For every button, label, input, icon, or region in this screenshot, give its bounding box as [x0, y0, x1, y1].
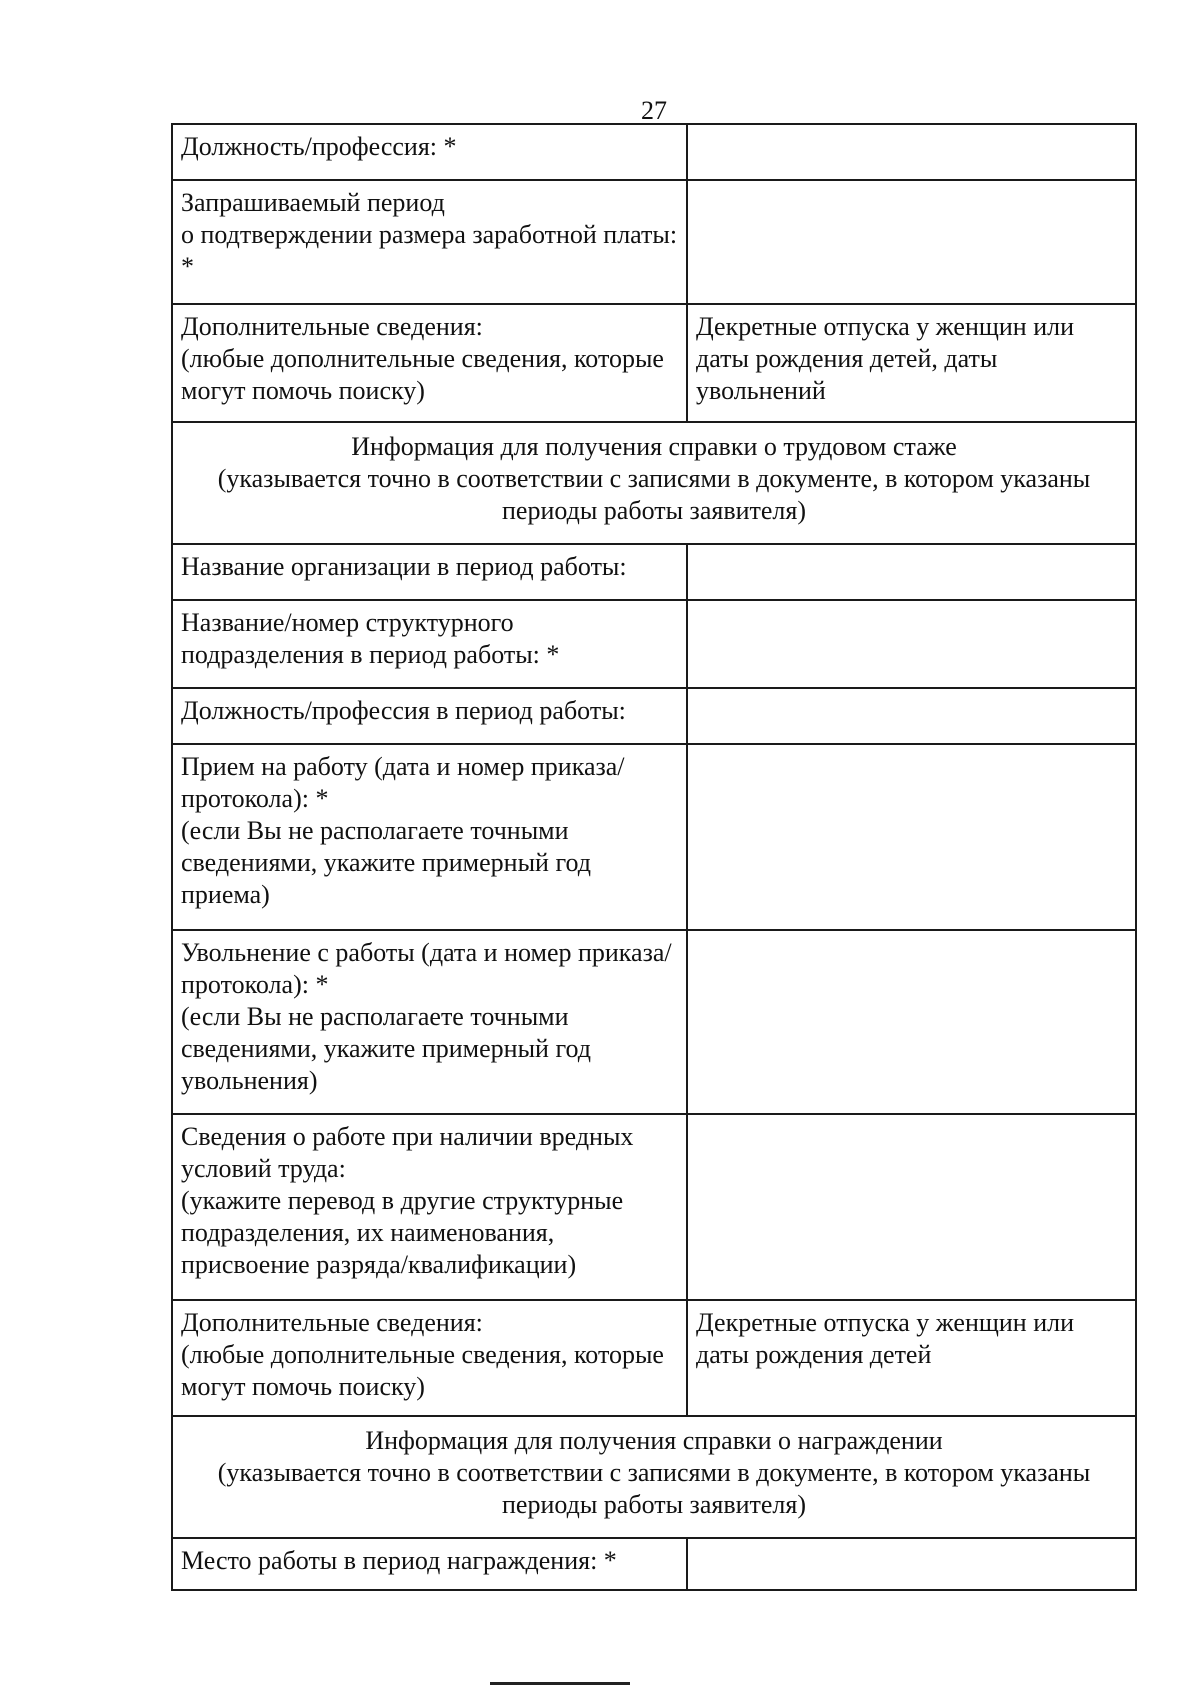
- page-footer-mark: [490, 1682, 630, 1685]
- table-row: [172, 1114, 1136, 1300]
- field-value-structural-unit[interactable]: [687, 600, 1136, 688]
- field-value-position-in-period[interactable]: [687, 688, 1136, 744]
- field-label-structural-unit: Название/номер структурного подразделения в период работы: *: [172, 600, 687, 688]
- field-label-position: Должность/профессия: *: [172, 124, 687, 180]
- table-row: [172, 688, 1136, 744]
- table-row: [172, 180, 1136, 304]
- table-row: [172, 930, 1136, 1114]
- field-value-additional-info-2[interactable]: Декретные отпуска у женщин или даты рождения детей: [687, 1300, 1136, 1416]
- section-header-work-experience: Информация для получения справки о трудовом стаже (указывается точно в соответствии с записями в документе, в котором указаны периоды работы заявителя): [172, 422, 1136, 544]
- field-value-salary-period[interactable]: [687, 180, 1136, 304]
- field-value-additional-info[interactable]: Декретные отпуска у женщин или даты рождения детей, даты увольнений: [687, 304, 1136, 422]
- field-label-salary-period: Запрашиваемый период о подтверждении размера заработной платы: *: [172, 180, 687, 304]
- section-header-award: Информация для получения справки о награждении (указывается точно в соответствии с записями в документе, в котором указаны периоды работы заявителя): [172, 1416, 1136, 1538]
- field-label-position-in-period: Должность/профессия в период работы:: [172, 688, 687, 744]
- field-label-award-workplace: Место работы в период награждения: *: [172, 1538, 687, 1590]
- request-form-table: [171, 123, 1137, 1591]
- field-label-harmful-conditions: Сведения о работе при наличии вредных условий труда: (укажите перевод в другие структурные подразделения, их наименования, присвоение разряда/квалификации): [172, 1114, 687, 1300]
- table-row: [172, 304, 1136, 422]
- table-row: [172, 1416, 1136, 1538]
- field-value-position[interactable]: [687, 124, 1136, 180]
- table-row: [172, 1300, 1136, 1416]
- field-value-harmful-conditions[interactable]: [687, 1114, 1136, 1300]
- table-row: [172, 600, 1136, 688]
- page-number: 27: [641, 96, 667, 125]
- field-value-award-workplace[interactable]: [687, 1538, 1136, 1590]
- field-label-organization-name: Название организации в период работы:: [172, 544, 687, 600]
- field-value-dismissal[interactable]: [687, 930, 1136, 1114]
- field-value-organization-name[interactable]: [687, 544, 1136, 600]
- field-label-additional-info: Дополнительные сведения: (любые дополнительные сведения, которые могут помочь поиску): [172, 304, 687, 422]
- table-row: [172, 124, 1136, 180]
- field-value-hiring[interactable]: [687, 744, 1136, 930]
- field-label-dismissal: Увольнение с работы (дата и номер приказа/протокола): * (если Вы не располагаете точными сведениями, укажите примерный год увольнения): [172, 930, 687, 1114]
- table-row: [172, 544, 1136, 600]
- table-row: [172, 422, 1136, 544]
- field-label-hiring: Прием на работу (дата и номер приказа/протокола): * (если Вы не располагаете точными сведениями, укажите примерный год приема): [172, 744, 687, 930]
- field-label-additional-info-2: Дополнительные сведения: (любые дополнительные сведения, которые могут помочь поиску): [172, 1300, 687, 1416]
- table-row: [172, 1538, 1136, 1590]
- table-row: [172, 744, 1136, 930]
